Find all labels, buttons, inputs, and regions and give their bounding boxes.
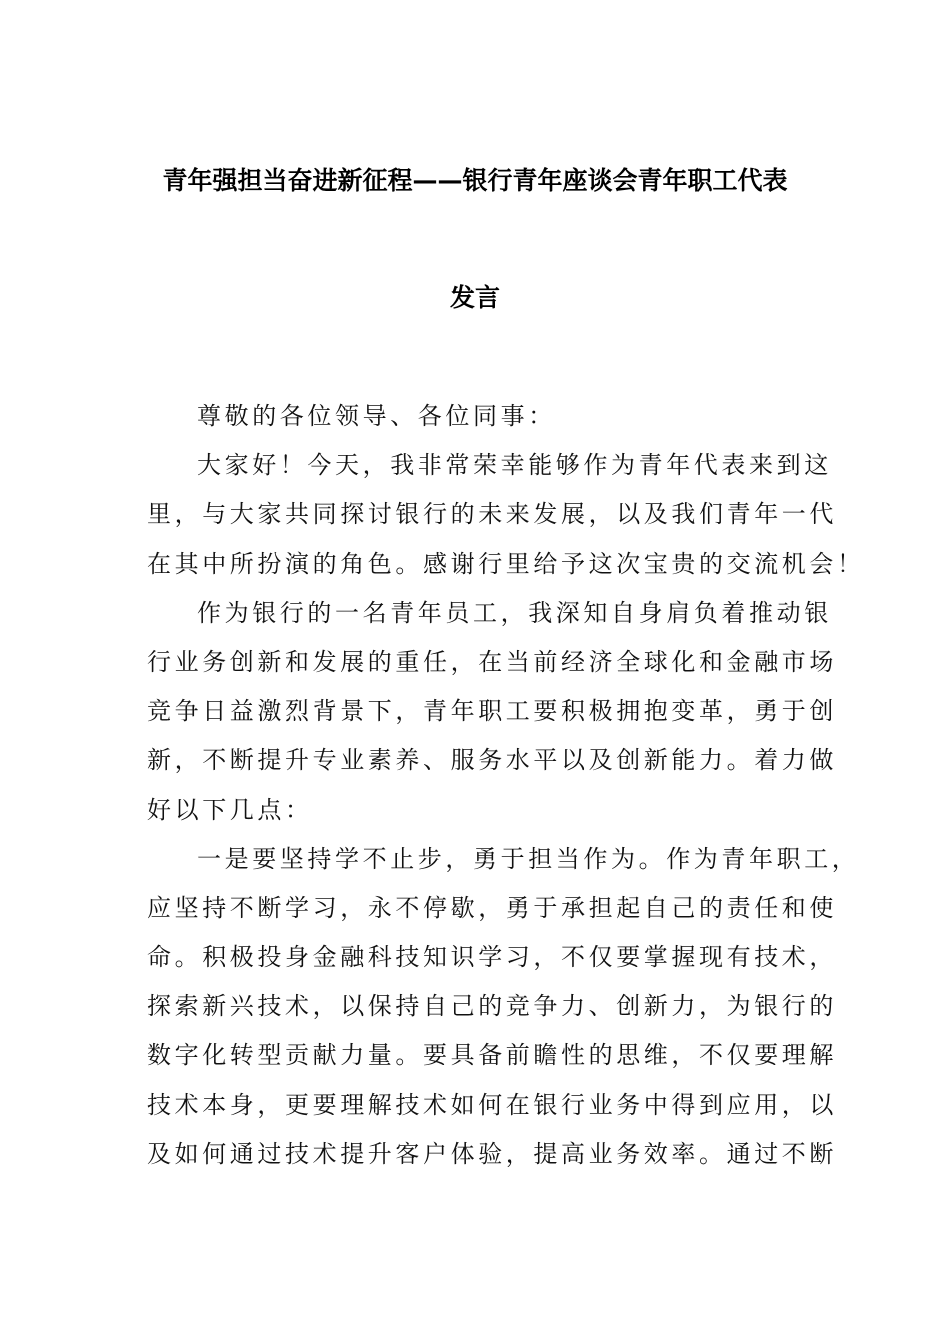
body-line: 好以下几点： (147, 795, 313, 824)
body-line: 技术本身，更要理解技术如何在银行业务中得到应用，以 (147, 1090, 837, 1119)
body-line: 及如何通过技术提升客户体验，提高业务效率。通过不断 (147, 1139, 837, 1168)
body-line: 一是要坚持学不止步，勇于担当作为。作为青年职工， (197, 844, 860, 873)
document-title-line-2: 发言 (449, 283, 500, 312)
body-line: 行业务创新和发展的重任，在当前经济全球化和金融市场 (147, 647, 837, 676)
body-line: 数字化转型贡献力量。要具备前瞻性的思维，不仅要理解 (147, 1041, 837, 1070)
body-line: 里，与大家共同探讨银行的未来发展，以及我们青年一代 (147, 500, 837, 529)
body-line: 作为银行的一名青年员工，我深知自身肩负着推动银 (197, 598, 832, 627)
body-line: 探索新兴技术，以保持自己的竞争力、创新力，为银行的 (147, 992, 837, 1021)
body-line: 新，不断提升专业素养、服务水平以及创新能力。着力做 (147, 746, 837, 775)
body-line: 命。积极投身金融科技知识学习，不仅要掌握现有技术， (147, 943, 837, 972)
document-body (147, 392, 865, 1179)
document-title-line-1: 青年强担当奋进新征程——银行青年座谈会青年职工代表 (162, 166, 788, 195)
body-line: 在其中所扮演的角色。感谢行里给予这次宝贵的交流机会！ (147, 549, 865, 578)
body-line: 竞争日益激烈背景下，青年职工要积极拥抱变革，勇于创 (147, 697, 837, 726)
body-line: 大家好！今天，我非常荣幸能够作为青年代表来到这 (197, 451, 832, 480)
body-line: 应坚持不断学习，永不停歇，勇于承担起自己的责任和使 (147, 893, 837, 922)
salutation-line: 尊敬的各位领导、各位同事： (197, 402, 556, 430)
